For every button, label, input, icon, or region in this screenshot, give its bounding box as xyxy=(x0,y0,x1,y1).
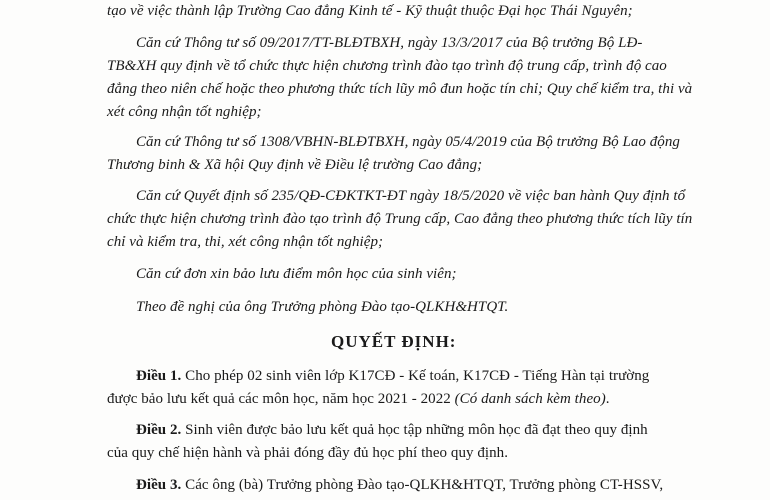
article-2-title: Điều 2. xyxy=(136,422,182,438)
basis-circular-09-line-4: xét công nhận tốt nghiệp; xyxy=(107,104,262,120)
basis-circular-09-line-2: TB&XH quy định về tổ chức thực hiện chương trình đào tạo trình độ trung cấp, trình độ cao xyxy=(107,58,667,74)
basis-decision-235-line-3: chỉ và kiểm tra, thi, xét công nhận tốt nghiệp; xyxy=(107,234,384,250)
article-1-line-1 xyxy=(136,366,649,386)
preamble-line-1: tạo về việc thành lập Trường Cao đẳng Kinh tế - Kỹ thuật thuộc Đại học Thái Nguyên; xyxy=(107,3,633,19)
basis-student-request: Căn cứ đơn xin bảo lưu điểm môn học của sinh viên; xyxy=(136,266,457,282)
basis-circular-1308-line-2: Thương binh & Xã hội Quy định về Điều lệ trường Cao đẳng; xyxy=(107,157,483,173)
basis-decision-235-line-2: chức thực hiện chương trình đào tạo trình độ Trung cấp, Cao đẳng theo phương thức tích lũy tín xyxy=(107,211,693,227)
article-1-text-1: Cho phép 02 sinh viên lớp K17CĐ - Kế toán, K17CĐ - Tiếng Hàn tại trường xyxy=(181,368,650,384)
decision-heading: QUYẾT ĐỊNH: xyxy=(331,332,457,351)
basis-proposal: Theo đề nghị của ông Trưởng phòng Đào tạo-QLKH&HTQT. xyxy=(136,299,509,315)
article-2-text-2: của quy chế hiện hành và phải đóng đầy đủ học phí theo quy định. xyxy=(107,445,509,461)
article-1-text-2-end: . xyxy=(605,391,610,407)
article-3-title: Điều 3. xyxy=(136,477,182,493)
article-3-line-1 xyxy=(136,475,663,495)
article-2-text-1: Sinh viên được bảo lưu kết quả học tập những môn học đã đạt theo quy định xyxy=(181,422,648,438)
basis-decision-235-line-1: Căn cứ Quyết định số 235/QĐ-CĐKTKT-ĐT ngày 18/5/2020 về việc ban hành Quy định tổ xyxy=(136,188,686,204)
article-1-line-2 xyxy=(107,389,610,409)
article-1-title: Điều 1. xyxy=(136,368,182,384)
article-3-text-1: Các ông (bà) Trưởng phòng Đào tạo-QLKH&HTQT, Trưởng phòng CT-HSSV, xyxy=(181,477,664,493)
article-2-line-2 xyxy=(107,443,508,463)
basis-circular-09-line-1: Căn cứ Thông tư số 09/2017/TT-BLĐTBXH, ngày 13/3/2017 của Bộ trưởng Bộ LĐ- xyxy=(136,35,643,51)
article-1-text-2: được bảo lưu kết quả các môn học, năm học 2021 - 2022 xyxy=(107,391,455,407)
article-1-attachment-note: (Có danh sách kèm theo) xyxy=(454,391,606,407)
basis-circular-09-line-3: đẳng theo niên chế hoặc theo phương thức tích lũy mô đun hoặc tín chỉ; Quy chế kiểm tra, thi và xyxy=(107,81,693,97)
basis-circular-1308-line-1: Căn cứ Thông tư số 1308/VBHN-BLĐTBXH, ngày 05/4/2019 của Bộ trưởng Bộ Lao động xyxy=(136,134,680,150)
article-2-line-1 xyxy=(136,420,648,440)
